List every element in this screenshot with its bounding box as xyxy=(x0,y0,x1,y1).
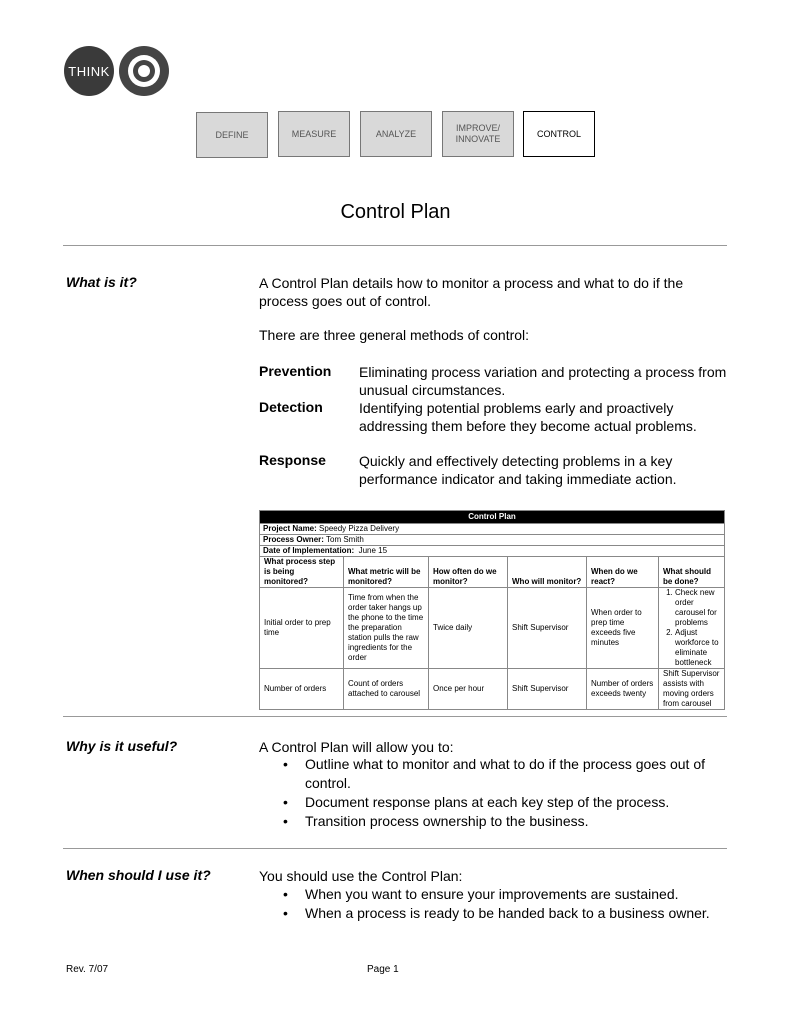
method-def-prevention: Eliminating process variation and protecting a process from unusual circumstances. xyxy=(359,364,727,398)
column-header: Who will monitor? xyxy=(508,557,587,588)
column-header: What metric will be monitored? xyxy=(344,557,429,588)
divider xyxy=(63,716,727,717)
section-heading-when: When should I use it? xyxy=(66,867,211,883)
method-def-detection: Identifying potential problems early and proactively addressing them before they become actual problems. xyxy=(359,400,697,434)
what-paragraph: A Control Plan details how to monitor a process and what to do if the process goes out of control. xyxy=(259,275,684,309)
implementation-date-row: Date of Implementation: June 15 xyxy=(260,546,725,557)
think-logo xyxy=(64,46,114,96)
table-row xyxy=(260,669,725,710)
table-row xyxy=(260,588,725,669)
revision-label: Rev. 7/07 xyxy=(66,964,109,975)
cell-metric: Count of orders attached to carousel xyxy=(344,669,429,710)
project-name-row: Project Name: Speedy Pizza Delivery xyxy=(260,524,725,535)
list-item: • Document response plans at each key step of the process. xyxy=(279,793,719,812)
column-header: What process step is being monitored? xyxy=(260,557,344,588)
process-owner-row: Process Owner: Tom Smith xyxy=(260,535,725,546)
section-heading-why: Why is it useful? xyxy=(66,738,178,754)
cell-when: When order to prep time exceeds five minutes xyxy=(587,588,659,669)
cell-step: Number of orders xyxy=(260,669,344,710)
cell-who: Shift Supervisor xyxy=(508,669,587,710)
cell-frequency: Once per hour xyxy=(429,669,508,710)
table-title: Control Plan xyxy=(260,511,725,524)
list-item: • Outline what to monitor and what to do if the process goes out of control. xyxy=(279,755,719,793)
phase-analyze: ANALYZE xyxy=(360,111,432,157)
phase-define: DEFINE xyxy=(196,112,268,158)
phase-measure: MEASURE xyxy=(278,111,350,157)
target-logo-icon xyxy=(119,46,169,96)
column-header: When do we react? xyxy=(587,557,659,588)
cell-actions: Shift Supervisor assists with moving orders from carousel xyxy=(659,669,725,710)
method-term-detection: Detection xyxy=(259,399,323,415)
list-item: • When a process is ready to be handed back to a business owner. xyxy=(279,904,729,923)
divider xyxy=(63,245,727,246)
methods-intro: There are three general methods of control: xyxy=(259,327,530,343)
divider xyxy=(63,848,727,849)
action-item: 2. Adjust workforce to eliminate bottleneck xyxy=(675,628,720,668)
cell-who: Shift Supervisor xyxy=(508,588,587,669)
column-header: What should be done? xyxy=(659,557,725,588)
when-intro: You should use the Control Plan: xyxy=(259,868,463,884)
action-item: 1. Check new order carousel for problems xyxy=(675,588,720,628)
why-bullet-list xyxy=(279,755,719,831)
think-logo-text: THINK xyxy=(68,63,110,79)
page-number: Page 1 xyxy=(367,964,399,975)
method-def-response: Quickly and effectively detecting problems in a key performance indicator and taking immediate action. xyxy=(359,453,677,487)
control-plan-table xyxy=(259,510,725,710)
cell-frequency: Twice daily xyxy=(429,588,508,669)
section-heading-what: What is it? xyxy=(66,274,137,290)
cell-when: Number of orders exceeds twenty xyxy=(587,669,659,710)
method-term-prevention: Prevention xyxy=(259,363,332,379)
page-title: Control Plan xyxy=(340,201,451,223)
cell-metric: Time from when the order taker hangs up the phone to the time the preparation station pulls the raw ingredients for the order xyxy=(344,588,429,669)
phase-improve-innovate: IMPROVE/ INNOVATE xyxy=(442,111,514,157)
why-intro: A Control Plan will allow you to: xyxy=(259,739,454,755)
phase-control: CONTROL xyxy=(523,111,595,157)
cell-actions xyxy=(659,588,725,669)
list-item: • When you want to ensure your improvements are sustained. xyxy=(279,885,729,904)
column-header: How often do we monitor? xyxy=(429,557,508,588)
method-term-response: Response xyxy=(259,452,326,468)
cell-step: Initial order to prep time xyxy=(260,588,344,669)
when-bullet-list xyxy=(279,885,729,923)
list-item: • Transition process ownership to the business. xyxy=(279,812,719,831)
